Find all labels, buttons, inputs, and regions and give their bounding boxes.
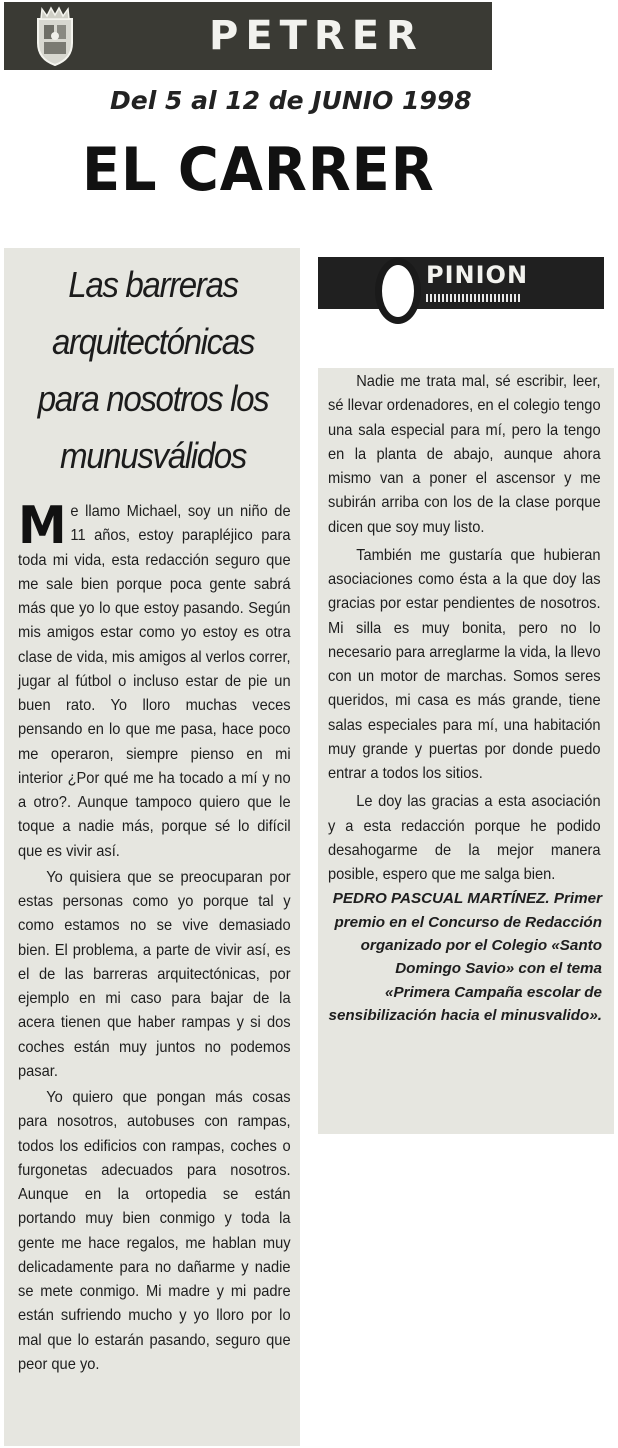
paragraph-1-text: e llamo Michael, soy un niño de 11 años, estoy parapléjico para toda mi vida, esta redacción seguro que me sale bien porque poca gente sabrá más que yo lo que estoy pasando. Según mis amigos estar como yo estoy es otra clase de vida, mis amigos al verlos correr, jugar al fútbol o incluso estar de pie un buen rato. Yo lloro muchas veces pensando en lo que me pasa, hace poco me operaron, siempre pienso en mi interior ¿Por qué me ha tocado a mí y no a otro?. Aunque tampoco quiero que le toque a nadie más, porque sé lo difícil que es vivir así. — [18, 503, 291, 860]
section-label-ticks — [426, 294, 520, 302]
drop-cap: M — [18, 496, 67, 556]
paragraph-3: Yo quiero que pongan más cosas para nosotros, autobuses con rampas, todos los edificios con rampas, coches o furgonetas adecuados para nosotros. Aunque en la ortopedia se están portando muy bien conmigo y toda la gente me hace regalos, me hablan muy delicadamente para no dañarme y nadie se mete conmigo. Mi madre y mi padre están sufriendo mucho y yo lloro por lo mal que lo estarán pasando, seguro que peor que yo. — [18, 1089, 291, 1373]
section-label-text: PINION — [426, 261, 529, 289]
section-label-letter — [375, 258, 421, 324]
town-name: PETRER — [209, 13, 424, 59]
town-coat-of-arms-icon — [30, 5, 80, 67]
article-body-left — [18, 496, 291, 1377]
paragraph-6: Le doy las gracias a esta asociación y a esta redacción porque he podido desahogarme de la mejor manera posible, espero que me salga bien. — [328, 793, 601, 883]
author-signature: PEDRO PASCUAL MARTÍNEZ. Primer premio en el Concurso de Redacción organizado por el Colegio «Santo Domingo Savio» con el tema «Primera Campaña escolar de sensibilización hacia el minusvalido». — [328, 890, 602, 1025]
paragraph-4: Nadie me trata mal, sé escribir, leer, sé llevar ordenadores, en el colegio tengo una sala especial para mí, pero la tengo en la planta de abajo, aunque ahora mismo van a poner el ascensor y me subirán arriba con los de la clase porque dicen que soy muy listo. — [328, 373, 601, 536]
article-right-column — [318, 368, 614, 1134]
issue-dates: Del 5 al 12 de JUNIO 1998 — [110, 86, 472, 115]
article-body-right — [328, 370, 602, 1028]
newspaper-title: EL CARRER — [82, 135, 435, 205]
paragraph-1 — [18, 496, 291, 864]
article-left-column — [4, 248, 300, 1446]
paragraph-5: También me gustaría que hubieran asociaciones como ésta a la que doy las gracias por estar pendientes de nosotros. Mi silla es muy bonita, pero no lo necesario para arreglarme la vida, la llevo con un motor de marchas. Somos seres queridos, mi casa es más grande, tiene salas especiales para mí, una habitación muy grande y puertas por donde puedo entrar a todos los sitios. — [328, 546, 601, 782]
paragraph-2: Yo quisiera que se preocuparan por estas personas como yo porque tal y como estamos no se vive demasiado bien. El problema, a parte de vivir así, es el de las barreras arquitectónicas, por ejemplo en mi caso para bajar de la acera tienen que haber rampas y si dos coches están muy juntos no podemos pasar. — [18, 868, 291, 1080]
article-headline: Las barreras arquitectónicas para nosotros los munusválidos — [37, 264, 269, 476]
masthead-banner — [4, 2, 492, 70]
